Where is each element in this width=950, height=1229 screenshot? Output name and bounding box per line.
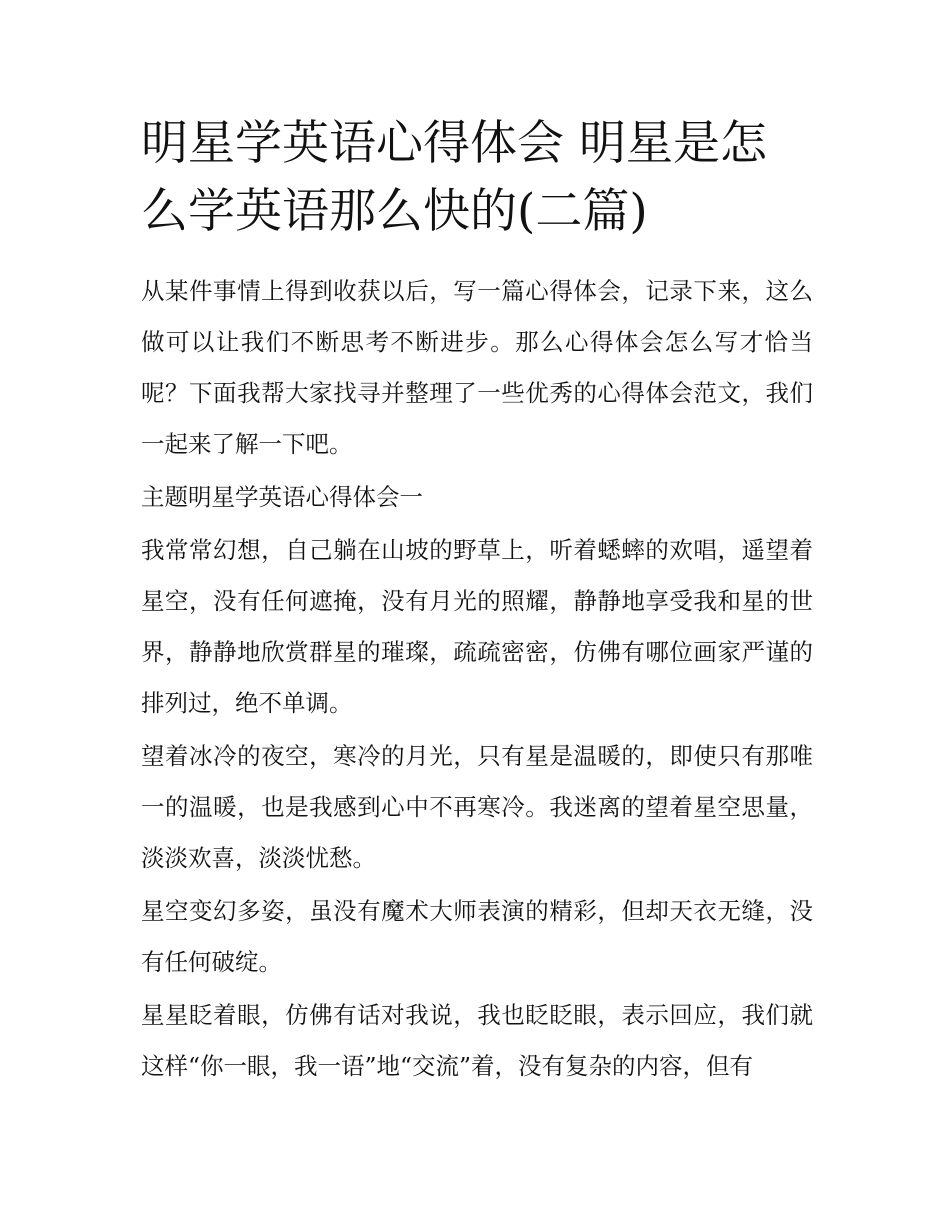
- body-paragraph: 星星眨着眼，仿佛有话对我说，我也眨眨眼，表示回应，我们就这样“你一眼，我一语”地“交流”着，没有复杂的内容，但有: [141, 1001, 813, 1080]
- body-paragraph: 星空变幻多姿，虽没有魔术大师表演的精彩，但却天衣无缝，没有任何破绽。: [141, 897, 813, 976]
- document-page: [141, 110, 813, 1092]
- section-heading: 主题明星学英语心得体会一: [141, 483, 423, 511]
- intro-paragraph: 从某件事情上得到收获以后，写一篇心得体会，记录下来，这么做可以让我们不断思考不断进步。那么心得体会怎么写才恰当呢？下面我帮大家找寻并整理了一些优秀的心得体会范文，我们一起来了解一下吧。: [141, 277, 813, 458]
- body-paragraph: 我常常幻想，自己躺在山坡的野草上，听着蟋蟀的欢唱，遥望着星空，没有任何遮掩，没有月光的照耀，静静地享受我和星的世界，静静地欣赏群星的璀璨，疏疏密密，仿佛有哪位画家严谨的排列过，绝不单调。: [141, 536, 813, 717]
- document-title: 明星学英语心得体会 明星是怎么学英语那么快的(二篇): [141, 116, 767, 239]
- body-paragraph: 望着冰冷的夜空，寒冷的月光，只有星是温暖的，即使只有那唯一的温暖，也是我感到心中不再寒冷。我迷离的望着星空思量，淡淡欢喜，淡淡忧愁。: [141, 742, 813, 872]
